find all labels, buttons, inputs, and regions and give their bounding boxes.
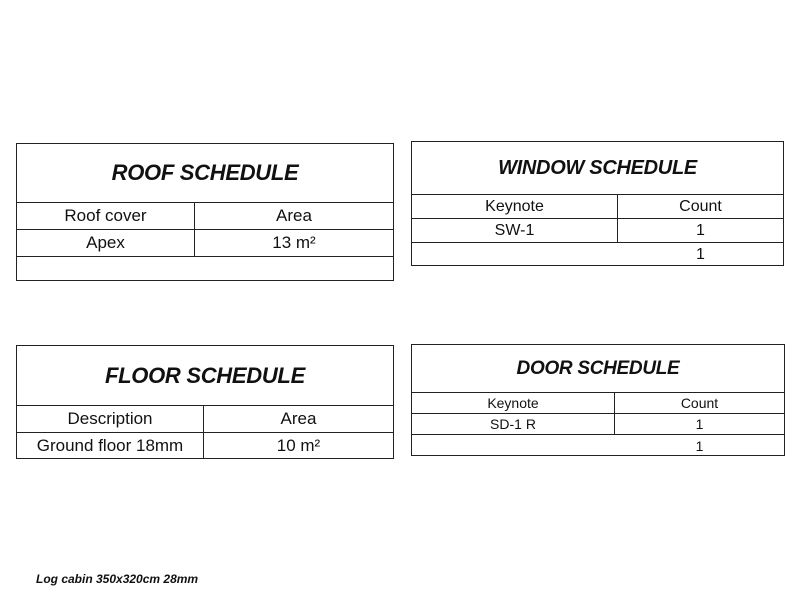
keynote-header: Keynote (412, 393, 615, 413)
roof-schedule-title: ROOF SCHEDULE (17, 144, 393, 203)
description-header: Description (17, 406, 204, 432)
door-schedule-table (411, 344, 785, 456)
window-schedule-table (411, 141, 784, 266)
table-row (17, 230, 393, 257)
footer-caption: Log cabin 350x320cm 28mm (36, 572, 199, 586)
floor-schedule-title: FLOOR SCHEDULE (17, 346, 393, 406)
keynote-header: Keynote (412, 195, 618, 218)
roof-cover-cell: Apex (17, 230, 195, 256)
total-count-cell: 1 (696, 246, 705, 263)
total-count-cell: 1 (695, 437, 704, 454)
count-cell: 1 (695, 416, 704, 432)
keynote-cell: SD-1 R (412, 414, 615, 434)
total-label-cell (412, 243, 618, 267)
keynote-cell: SW-1 (412, 219, 618, 242)
total-label-cell (412, 435, 615, 456)
count-cell: 1 (696, 221, 705, 239)
area-header: Area (276, 206, 312, 225)
area-header: Area (280, 409, 317, 428)
window-schedule-title: WINDOW SCHEDULE (412, 142, 783, 195)
roof-schedule-blank-row (17, 257, 393, 281)
roof-cover-header: Roof cover (17, 203, 195, 229)
floor-schedule-header-row (17, 406, 393, 433)
floor-schedule-table (16, 345, 394, 459)
area-cell: 13 m² (272, 233, 316, 252)
window-schedule-header-row (412, 195, 783, 219)
window-schedule-total-row (412, 243, 783, 267)
count-header: Count (679, 197, 722, 215)
roof-schedule-header-row (17, 203, 393, 230)
door-schedule-title: DOOR SCHEDULE (412, 345, 784, 393)
count-header: Count (680, 395, 719, 411)
door-schedule-total-row (412, 435, 784, 456)
roof-schedule-table (16, 143, 394, 281)
description-cell: Ground floor 18mm (17, 433, 204, 458)
table-row (412, 219, 783, 243)
table-row (412, 414, 784, 435)
table-row (17, 433, 393, 458)
area-cell: 10 m² (276, 435, 321, 455)
door-schedule-header-row (412, 393, 784, 414)
